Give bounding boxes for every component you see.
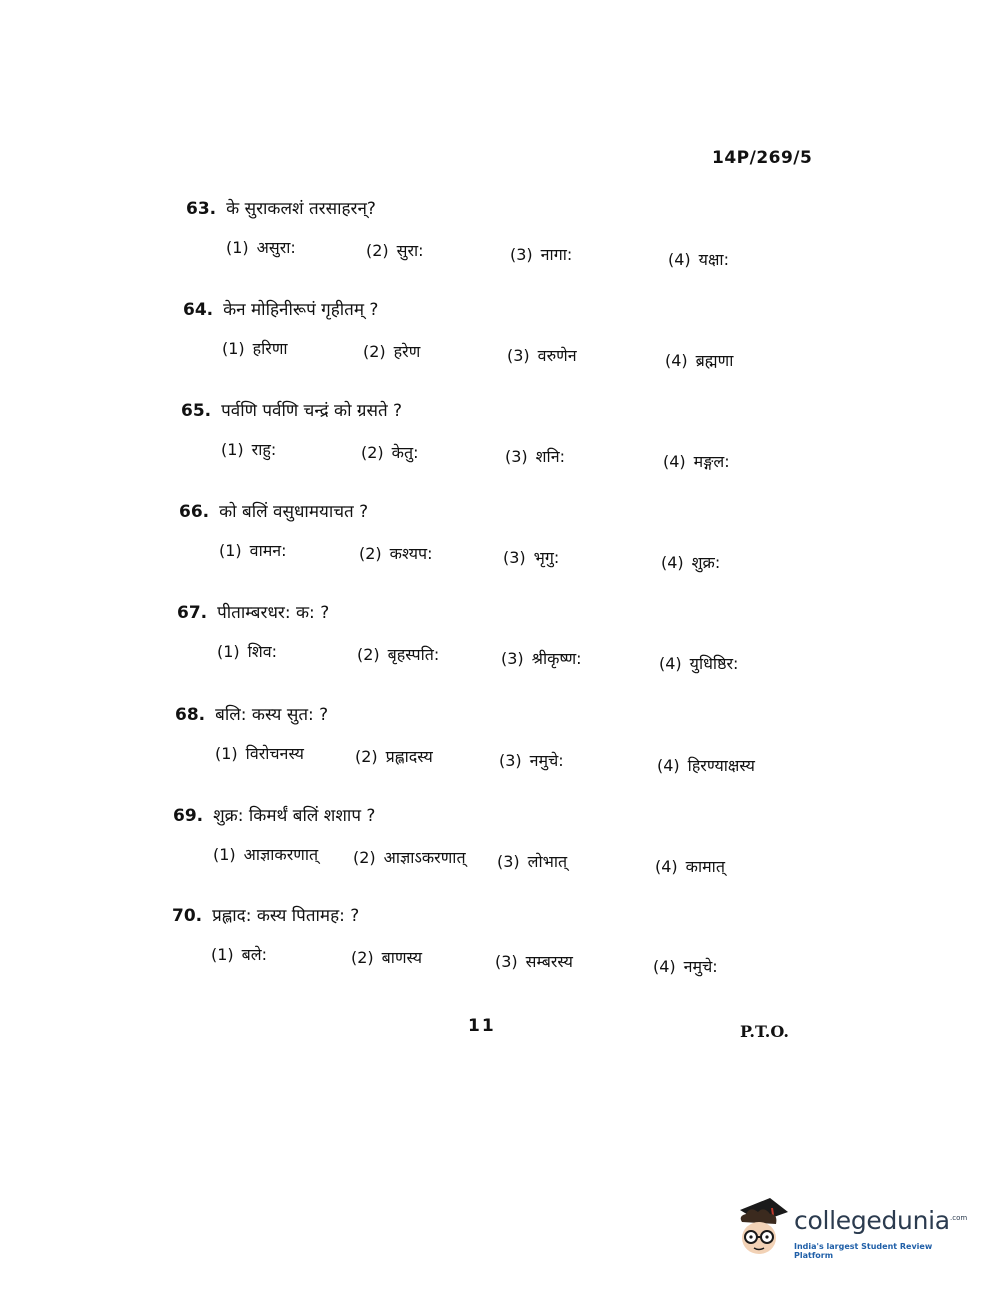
- question-69: [0, 803, 993, 893]
- option-3: (3) श्रीकृष्ण:: [501, 649, 582, 668]
- option-1: (1) राहु:: [221, 440, 277, 459]
- option-2: (2) प्रह्लादस्य: [355, 747, 433, 766]
- paper-code: 14P/269/5: [712, 148, 813, 168]
- option-4: (4) मङ्गल:: [663, 452, 730, 471]
- option-1: (1) शिव:: [217, 642, 277, 661]
- question-text: शुक्र: किमर्थं बलिं शशाप ?: [213, 806, 376, 826]
- pto-label: P.T.O.: [740, 1022, 789, 1041]
- question-number: 63.: [186, 199, 217, 219]
- question-text: पीताम्बरधर: क: ?: [217, 603, 330, 623]
- question-66: [0, 499, 993, 589]
- question-number: 68.: [175, 705, 206, 725]
- option-3: (3) नमुचे:: [499, 751, 564, 770]
- question-64: [0, 297, 993, 387]
- question-text: के सुराकलशं तरसाहरन्?: [226, 199, 376, 219]
- question-number: 65.: [181, 401, 212, 421]
- option-2: (2) बृहस्पति:: [357, 645, 440, 664]
- option-3: (3) नागा:: [510, 245, 573, 264]
- option-4: (4) नमुचे:: [653, 957, 718, 976]
- question-number: 64.: [183, 300, 214, 320]
- collegedunia-watermark: [734, 1196, 968, 1268]
- question-number: 70.: [172, 906, 203, 926]
- page-number: 11: [468, 1016, 496, 1036]
- question-text: प्रह्लाद: कस्य पितामह: ?: [212, 906, 360, 926]
- option-2: (2) सुरा:: [366, 241, 424, 260]
- option-3: (3) शनि:: [505, 447, 565, 466]
- option-4: (4) यक्षा:: [668, 250, 729, 269]
- option-3: (3) वरुणेन: [507, 346, 577, 365]
- option-1: (1) असुरा:: [226, 238, 296, 257]
- option-1: (1) हरिणा: [222, 339, 288, 358]
- option-2: (2) आज्ञाऽकरणात्: [353, 848, 466, 867]
- option-1: (1) आज्ञाकरणात्: [213, 845, 319, 864]
- option-2: (2) कश्यप:: [359, 544, 433, 563]
- question-text: बलि: कस्य सुत: ?: [215, 705, 329, 725]
- option-2: (2) केतु:: [361, 443, 419, 462]
- question-number: 66.: [179, 502, 210, 522]
- option-4: (4) शुक्र:: [661, 553, 721, 572]
- option-4: (4) युधिष्ठिर:: [659, 654, 739, 673]
- option-1: (1) बले:: [211, 945, 268, 964]
- option-4: (4) ब्रह्मणा: [665, 351, 734, 370]
- question-65: [0, 398, 993, 488]
- question-text: केन मोहिनीरूपं गृहीतम् ?: [223, 300, 379, 320]
- question-text: पर्वणि पर्वणि चन्द्रं को ग्रसते ?: [221, 401, 403, 421]
- option-1: (1) विरोचनस्य: [215, 744, 304, 763]
- option-4: (4) हिरण्याक्षस्य: [657, 756, 755, 775]
- question-67: [0, 600, 993, 690]
- option-1: (1) वामन:: [219, 541, 287, 560]
- question-63: [0, 196, 993, 286]
- logo-domain-suffix: .com: [950, 1214, 968, 1222]
- question-text: को बलिं वसुधामयाचत ?: [219, 502, 369, 522]
- student-mascot-icon: [734, 1196, 790, 1268]
- option-2: (2) बाणस्य: [351, 948, 423, 967]
- option-3: (3) भृगु:: [503, 548, 560, 567]
- question-70: [0, 903, 993, 993]
- question-68: [0, 702, 993, 792]
- logo-tagline: India's largest Student Review Platform: [794, 1242, 933, 1260]
- logo-wordmark: collegedunia: [794, 1206, 950, 1235]
- question-number: 69.: [173, 806, 204, 826]
- option-4: (4) कामात्: [655, 857, 725, 876]
- option-3: (3) लोभात्: [497, 852, 568, 871]
- option-2: (2) हरेण: [363, 342, 421, 361]
- option-3: (3) सम्बरस्य: [495, 952, 573, 971]
- question-number: 67.: [177, 603, 208, 623]
